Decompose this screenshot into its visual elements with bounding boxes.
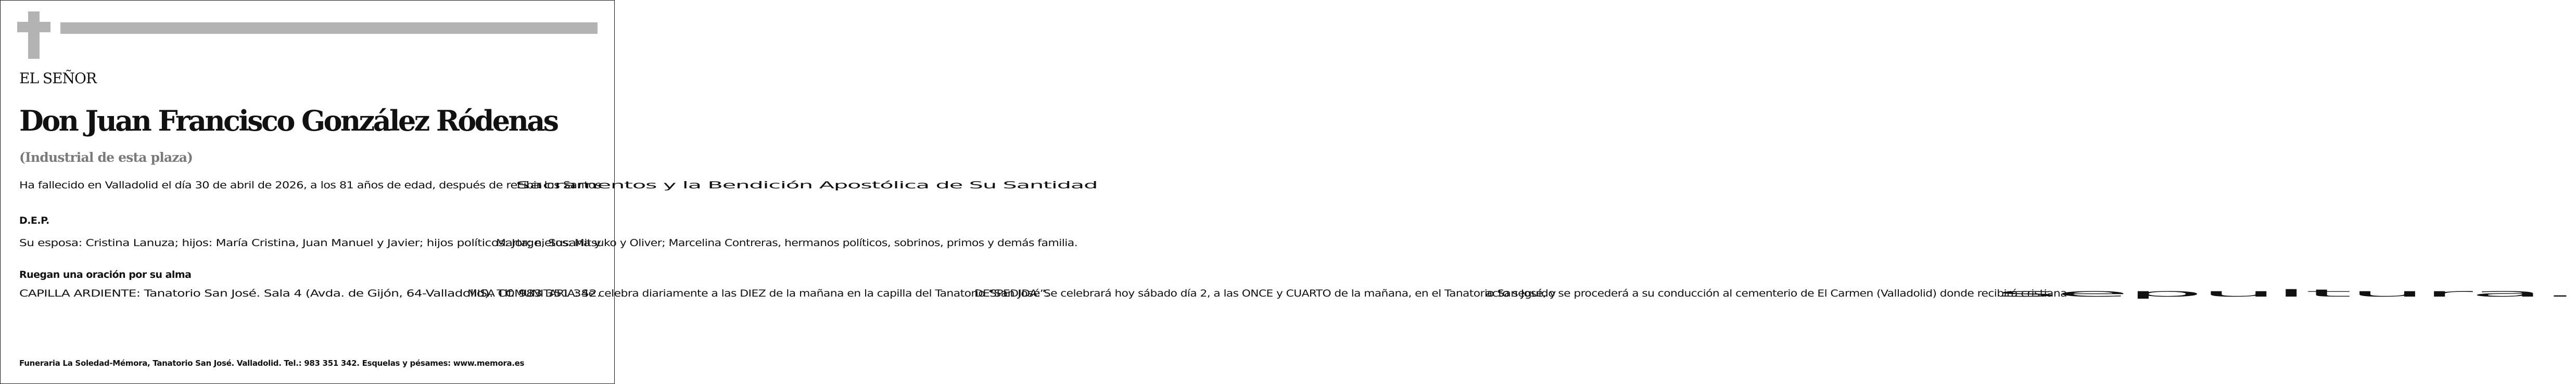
details-paragraph <box>19 287 2576 300</box>
header-label: EL SEÑOR <box>19 70 97 87</box>
family-line: Su esposa: Cristina Lanuza; hijos: María Cristina, Juan Manuel y Javier; hijos políticos: Jorge, Susana y <box>19 237 601 249</box>
announcement-paragraph <box>19 179 1098 191</box>
rip-label: D.E.P. <box>19 215 49 226</box>
cross-icon-horizontal-bar <box>17 22 50 32</box>
details-line: CAPILLA ARDIENTE: Tanatorio San José. Sala 4 (Avda. de Gijón, 64-Valladolid). Tlf. 983 351 342. <box>19 288 601 299</box>
header-rule <box>60 22 598 34</box>
cross-icon-vertical-bar <box>28 11 40 59</box>
family-paragraph <box>19 237 1077 249</box>
announcement-line: Sacramentos y la Bendición Apostólica de Su Santidad <box>515 180 1098 191</box>
details-line: sepultura. <box>1995 288 2576 299</box>
prayer-request: Ruegan una oración por su alma <box>19 269 192 280</box>
details-line: DESPEDIDA: Se celebrará hoy sábado día 2, a las ONCE y CUARTO de la mañana, en el Tanatorio San José, y <box>974 288 1556 299</box>
details-line: MISA COMUNITARIA: Se celebra diariamente a las DIEZ de la mañana en la capilla del Tanatorio “San José”. <box>467 288 1049 299</box>
deceased-title: (Industrial de esta plaza) <box>19 150 193 165</box>
details-line: acto seguido se procederá a su conducción al cementerio de El Carmen (Valladolid) donde recibirá cristiana <box>1486 288 2067 299</box>
footer-contact: Funeraria La Soledad-Mémora, Tanatorio San José. Valladolid. Tel.: 983 351 342. Esquelas y pésames: www.memora.es <box>19 359 525 368</box>
family-line: Marta; nietos: Mitsuko y Oliver; Marcelina Contreras, hermanos políticos, sobrinos, primos y demás familia. <box>496 237 1077 249</box>
deceased-name: Don Juan Francisco González Ródenas <box>19 104 557 137</box>
announcement-line: Ha fallecido en Valladolid el día 30 de abril de 2026, a los 81 años de edad, después de recibir los Santos <box>19 180 601 191</box>
